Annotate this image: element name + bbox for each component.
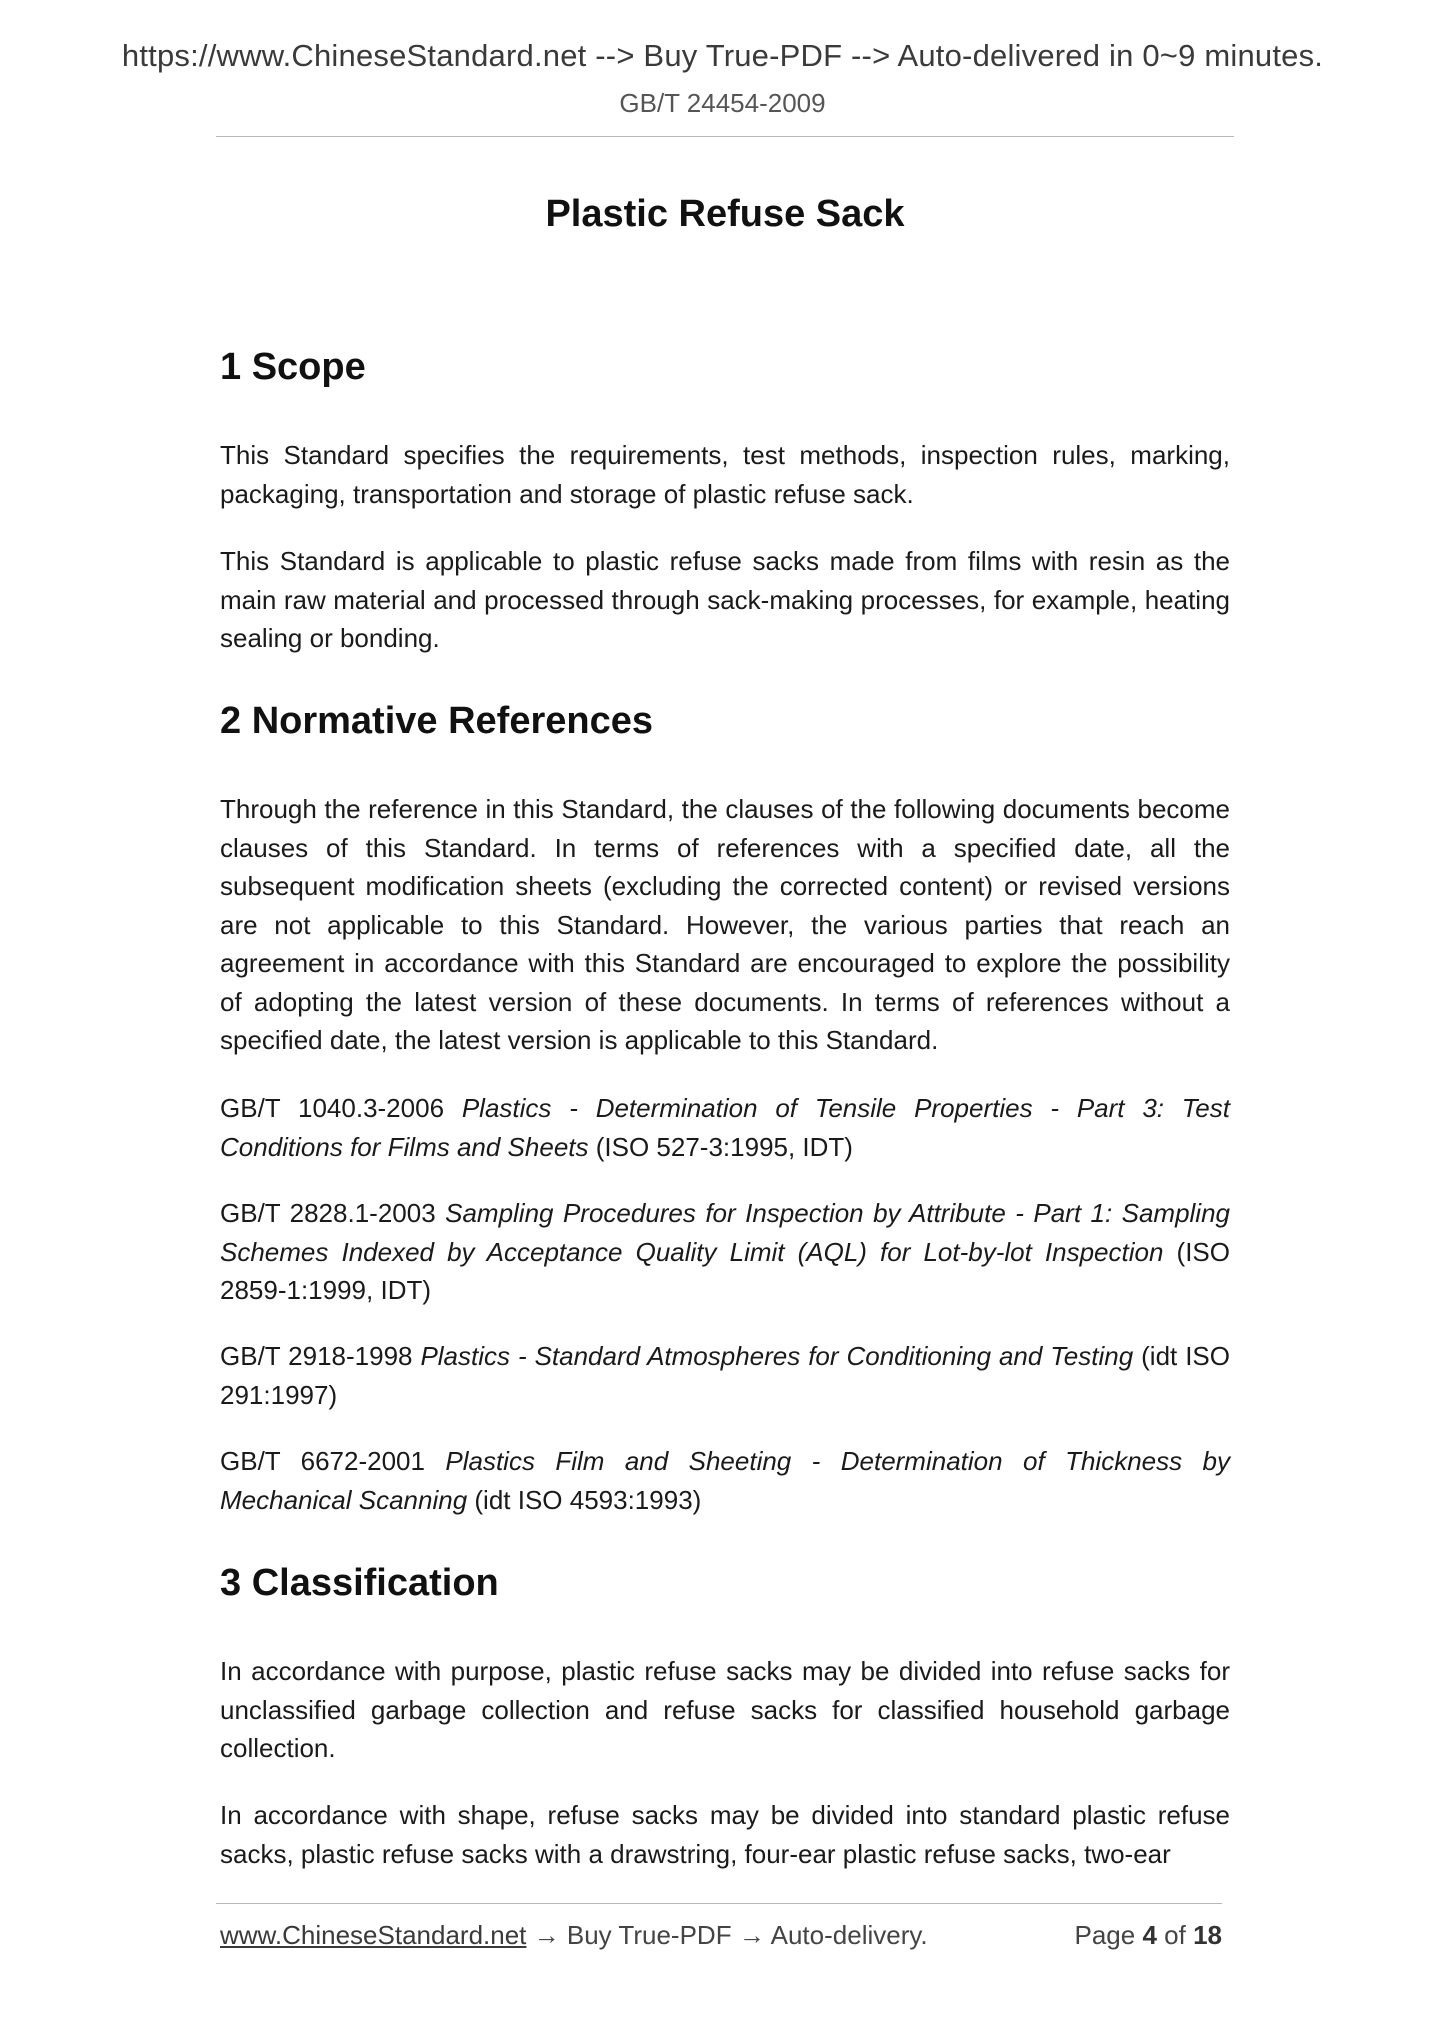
reference-title: Sampling Procedures for Inspection by Attribute - Part 1: Sampling Schemes Indexed by Acceptance Quality Limit (AQL) for Lot-by-lot Inspection (220, 1198, 1230, 1267)
document-title: Plastic Refuse Sack (545, 193, 905, 235)
reference-item (220, 1194, 1230, 1310)
reference-item (220, 1337, 1230, 1414)
arrow-right-icon: → (533, 1920, 560, 1950)
page-indicator (1074, 1920, 1222, 1951)
classification-paragraph-2: In accordance with shape, refuse sacks may be divided into standard plastic refuse sacks, plastic refuse sacks with a drawstring, four-ear plastic refuse sacks, two-ear (220, 1800, 1230, 1869)
page-label: Page (1074, 1920, 1136, 1950)
reference-code: GB/T 1040.3-2006 (220, 1093, 445, 1123)
reference-item (220, 1089, 1230, 1166)
reference-note: (idt ISO 291:1997) (220, 1341, 1230, 1410)
header-banner: https://www.ChineseStandard.net --> Buy True-PDF --> Auto-delivered in 0~9 minutes. (121, 38, 1324, 73)
footer-promo (220, 1920, 928, 1951)
reference-title: Plastics - Standard Atmospheres for Conditioning and Testing (420, 1341, 1134, 1371)
reference-title: Plastics Film and Sheeting - Determination of Thickness by Mechanical Scanning (220, 1446, 1230, 1515)
section-heading-scope: 1 Scope (220, 346, 366, 388)
site-link[interactable]: www.ChineseStandard.net (220, 1920, 527, 1950)
scope-paragraph-2: This Standard is applicable to plastic refuse sacks made from films with resin as the main raw material and processed through sack-making processes, for example, heating sealing or bonding. (220, 546, 1230, 653)
standard-code: GB/T 24454-2009 (619, 88, 826, 118)
section-heading-normative-references: 2 Normative References (220, 700, 653, 742)
reference-code: GB/T 2918-1998 (220, 1341, 413, 1371)
header-divider (216, 136, 1234, 137)
reference-code: GB/T 2828.1-2003 (220, 1198, 436, 1228)
footer-divider (216, 1903, 1222, 1904)
reference-note: (idt ISO 4593:1993) (474, 1484, 702, 1515)
of-label: of (1164, 1920, 1186, 1950)
reference-item (220, 1442, 1230, 1519)
reference-note: (ISO 527-3:1995, IDT) (595, 1131, 853, 1162)
section-heading-classification: 3 Classification (220, 1562, 499, 1604)
normative-paragraph: Through the reference in this Standard, the clauses of the following documents become clauses of this Standard. In terms of references with a specified date, all the subsequent modification sheets (excluding the corrected content) or revised versions are not applicable to this Standard. However, the various parties that reach an agreement in accordance with this Standard are encouraged to explore the possibility of adopting the latest version of these documents. In terms of references without a specified date, the latest version is applicable to this Standard. (220, 794, 1230, 1055)
buy-text: Buy True-PDF (566, 1920, 732, 1950)
delivery-text: Auto-delivery. (770, 1920, 928, 1950)
classification-paragraph-1: In accordance with purpose, plastic refuse sacks may be divided into refuse sacks for unclassified garbage collection and refuse sacks for classified household garbage collection. (220, 1656, 1230, 1763)
scope-paragraph-1: This Standard specifies the requirements, test methods, inspection rules, marking, packaging, transportation and storage of plastic refuse sack. (220, 440, 1230, 509)
reference-code: GB/T 6672-2001 (220, 1446, 425, 1476)
page-footer (220, 1920, 1222, 1960)
arrow-right-icon: → (738, 1920, 765, 1950)
reference-title: Plastics - Determination of Tensile Properties - Part 3: Test Conditions for Films and Sheets (220, 1093, 1230, 1162)
page-number: 4 (1142, 1920, 1157, 1950)
reference-note: (ISO 2859-1:1999, IDT) (220, 1236, 1230, 1305)
total-pages: 18 (1193, 1920, 1222, 1950)
